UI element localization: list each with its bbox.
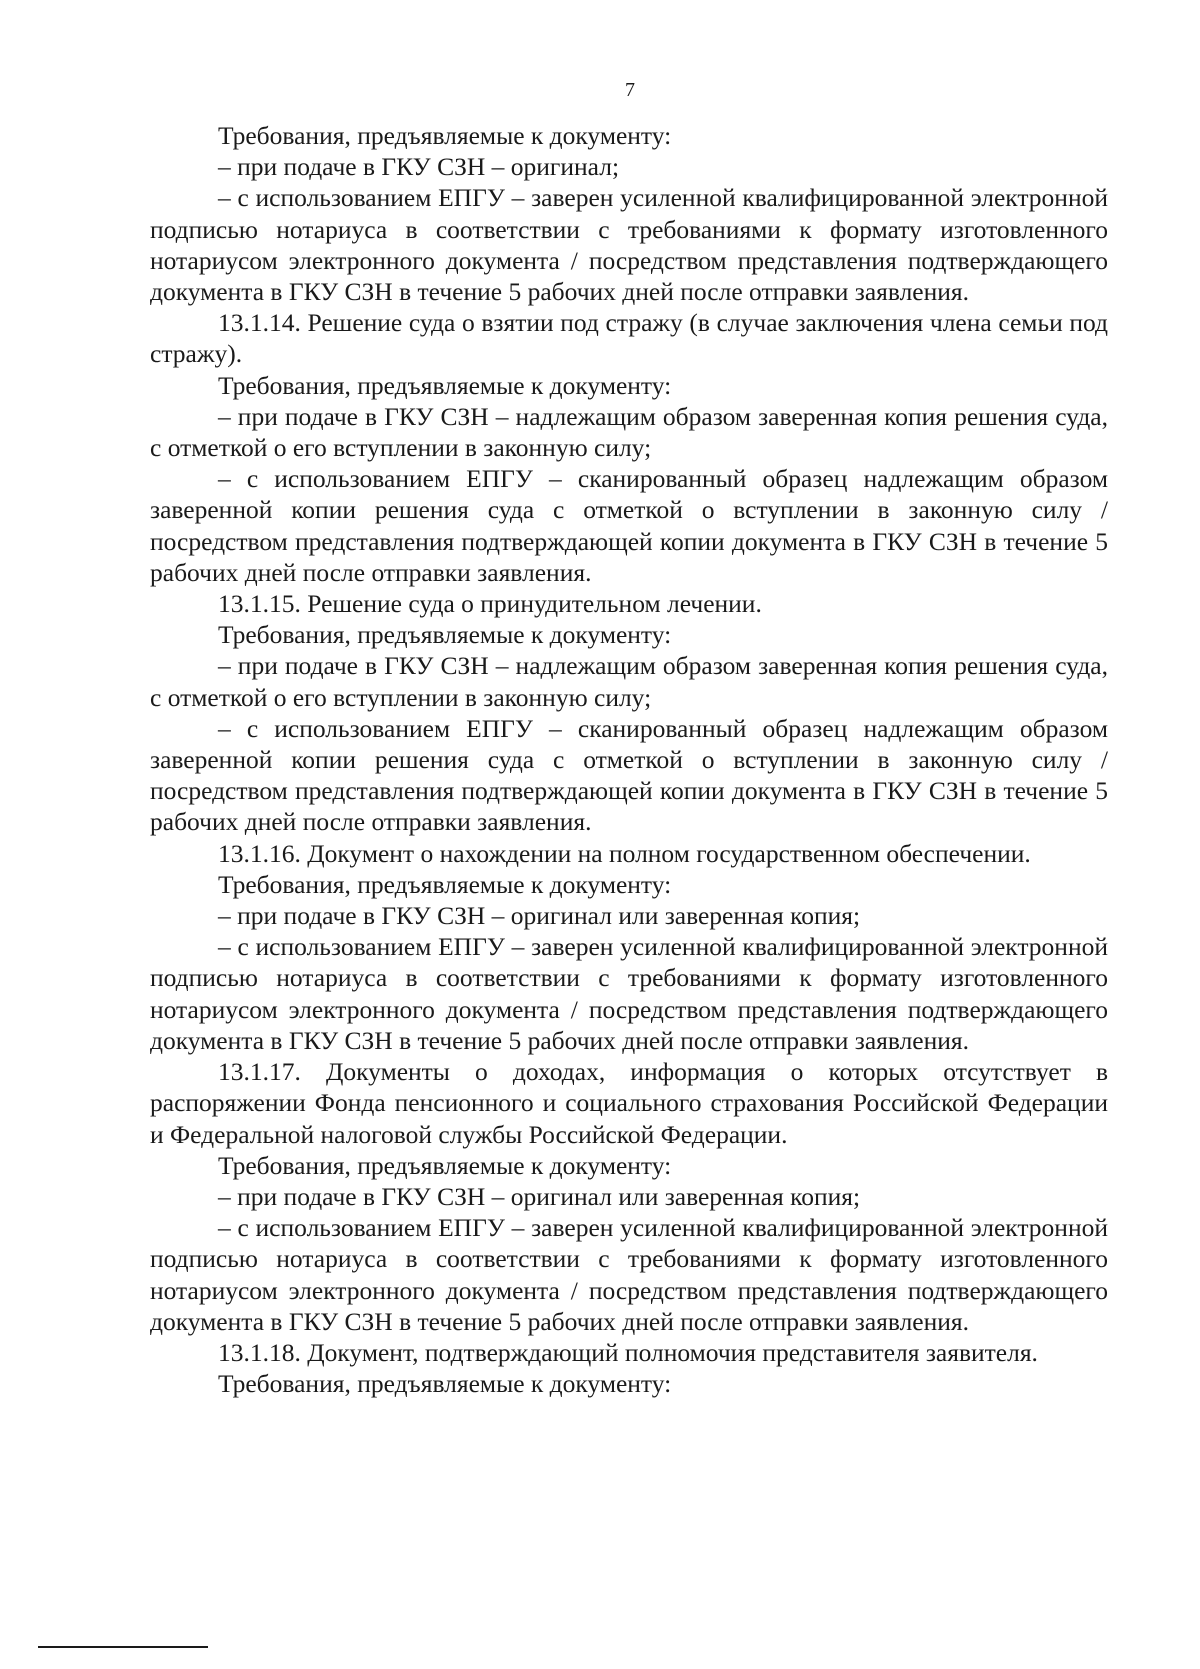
paragraph: Требования, предъявляемые к документу: — [218, 370, 672, 400]
paragraph: – при подаче в ГКУ СЗН – оригинал или заверенная копия; — [218, 1181, 861, 1211]
section-heading: 13.1.18. Документ, подтверждающий полномочия представителя заявителя. — [218, 1337, 1038, 1367]
paragraph: Требования, предъявляемые к документу: — [218, 620, 672, 650]
paragraph: Требования, предъявляемые к документу: — [218, 1369, 672, 1399]
paragraph: Требования, предъявляемые к документу: — [218, 121, 672, 150]
paragraph: Требования, предъявляемые к документу: — [218, 1150, 672, 1180]
page-number: 7 — [625, 79, 635, 101]
section-heading: 13.1.14. Решение суда о взятии под стражу (в случае заключения члена семьи под стражу). — [150, 308, 1108, 369]
document-body — [150, 120, 1108, 1399]
paragraph: – с использованием ЕПГУ – заверен усиленной квалифицированной электронной подписью нотариуса в соответствии с требованиями к формату изготовленного нотариусом электронного документа / посредством представления подтверждающего документа в ГКУ СЗН в течение 5 рабочих дней после отправки заявления. — [150, 183, 1108, 307]
paragraph: – с использованием ЕПГУ – сканированный образец надлежащим образом заверенной копии решения суда с отметкой о вступлении в законную силу / посредством представления подтверждающей копии документа в ГКУ СЗН в течение 5 рабочих дней после отправки заявления. — [150, 464, 1108, 587]
paragraph: – при подаче в ГКУ СЗН – надлежащим образом заверенная копия решения суда, с отметкой о его вступлении в законную силу; — [150, 401, 1108, 463]
paragraph: – с использованием ЕПГУ – заверен усиленной квалифицированной электронной подписью нотариуса в соответствии с требованиями к формату изготовленного нотариусом электронного документа / посредством представления подтверждающего документа в ГКУ СЗН в течение 5 рабочих дней после отправки заявления. — [150, 1213, 1108, 1336]
paragraph: – с использованием ЕПГУ – заверен усиленной квалифицированной электронной подписью нотариуса в соответствии с требованиями к формату изготовленного нотариусом электронного документа / посредством представления подтверждающего документа в ГКУ СЗН в течение 5 рабочих дней после отправки заявления. — [150, 932, 1108, 1055]
paragraph: – с использованием ЕПГУ – сканированный образец надлежащим образом заверенной копии решения суда с отметкой о вступлении в законную силу / посредством представления подтверждающей копии документа в ГКУ СЗН в течение 5 рабочих дней после отправки заявления. — [150, 713, 1108, 837]
paragraph: – при подаче в ГКУ СЗН – надлежащим образом заверенная копия решения суда, с отметкой о его вступлении в законную силу; — [150, 651, 1108, 712]
footnote-divider — [38, 1646, 208, 1648]
paragraph: – при подаче в ГКУ СЗН – оригинал; — [218, 152, 620, 182]
section-heading: 13.1.16. Документ о нахождении на полном государственном обеспечении. — [218, 838, 1031, 868]
paragraph: Требования, предъявляемые к документу: — [218, 869, 672, 899]
paragraph: – при подаче в ГКУ СЗН – оригинал или заверенная копия; — [218, 901, 861, 931]
section-heading: 13.1.15. Решение суда о принудительном лечении. — [218, 589, 762, 619]
section-heading: 13.1.17. Документы о доходах, информация о которых отсутствует в распоряжении Фонда пенсионного и социального страхования Российской Федерации и Федеральной налоговой службы Российской Федерации. — [150, 1057, 1108, 1149]
